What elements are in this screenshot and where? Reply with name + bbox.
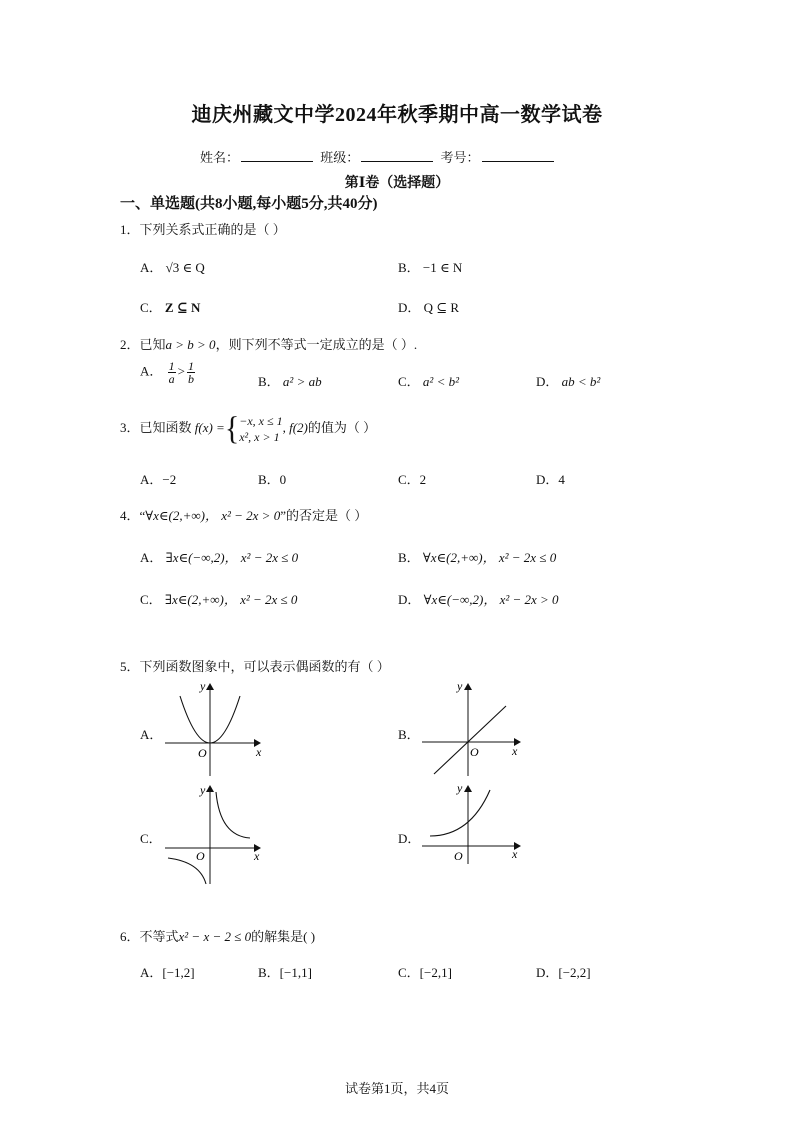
name-blank[interactable] [241,149,313,162]
origin-label: O [198,746,207,760]
option-letter: C． [398,374,420,389]
q3-function-name: f(x) = [194,420,225,436]
q2-option-d[interactable] [536,371,600,390]
q5-graph-b[interactable] [420,678,530,778]
q1-option-c[interactable] [140,297,200,316]
origin-label: O [470,745,479,759]
y-label: y [457,781,463,795]
option-letter: C． [140,300,162,315]
q4-stem-prefix: 4．“ [120,508,146,523]
q3-option-d[interactable]: D．4 [536,472,565,487]
student-info-line [200,147,558,166]
option-math: [−1,2] [162,965,195,980]
option-letter: B． [258,965,280,980]
option-math: √3 ∈ Q [165,260,205,275]
q2-stem-rest: ，则下列不等式一定成立的是（ ）. [215,337,418,352]
q4-option-a[interactable] [140,547,298,566]
fraction-1-over-a: $\frac{1}{a}$ [168,359,175,386]
case-1: −x, x ≤ 1 [239,414,283,428]
x-label: x [512,744,518,758]
q6-inequality: x² − x − 2 ≤ 0 [178,929,252,944]
q4-stem-rest: ”的否定是（ ） [280,508,368,523]
q1-option-b[interactable] [398,257,462,276]
y-label: y [200,783,206,797]
y-label: y [457,679,463,693]
q5-graph-c[interactable] [160,780,270,888]
option-math: ∀x∈(2,+∞)， x² − 2x ≤ 0 [422,550,557,565]
option-letter: A． [140,965,163,980]
origin-label: O [196,849,205,863]
option-letter: D． [398,592,421,607]
case-2: x², x > 1 [239,430,280,445]
q1-option-d[interactable] [398,297,459,316]
piecewise-cases [239,413,282,445]
option-letter: D． [398,300,421,315]
q2-option-b[interactable] [258,371,322,390]
option-math: a² < b² [422,374,459,389]
fraction-1-over-b: $\frac{1}{b}$ [187,359,194,386]
question-4-stem [120,505,367,524]
q2-option-c[interactable] [398,371,459,390]
q6-option-a[interactable] [140,962,195,981]
x-label: x [512,847,518,861]
q6-stem-prefix: 6．不等式 [120,929,179,944]
q4-option-d[interactable] [398,589,559,608]
cases-brace: { [224,410,240,447]
q3-option-c[interactable]: C．2 [398,472,427,487]
q6-option-b[interactable] [258,962,312,981]
q4-proposition: ∀x∈(2,+∞)， x² − 2x > 0 [145,508,281,523]
x-label: x [256,745,262,759]
section-heading: 一、单选题(共8小题,每小题5分,共40分) [120,196,378,212]
q6-option-c[interactable] [398,962,452,981]
q5-option-a[interactable]: A． [140,727,163,742]
option-math: [−2,2] [558,965,591,980]
option-letter: D． [536,965,559,980]
question-6-stem [120,926,315,945]
option-letter: D． [536,374,559,389]
q5-option-c[interactable]: C． [140,831,162,846]
q6-stem-rest: 的解集是( ) [251,929,316,944]
question-2-stem [120,334,417,353]
option-letter: A． [140,363,163,379]
page-footer: 试卷第1页，共4页 [344,1081,449,1096]
question-1-stem: 1．下列关系式正确的是（ ） [120,222,286,237]
option-math: ∃x∈(−∞,2)， x² − 2x ≤ 0 [165,550,299,565]
option-math: Q ⊆ R [423,300,460,315]
y-label: y [200,679,206,693]
option-math: ∃x∈(2,+∞)， x² − 2x ≤ 0 [164,592,298,607]
option-math: Z ⊆ N [164,300,201,315]
exam-title: 迪庆州藏文中学2024年秋季期中高一数学试卷 [191,104,603,126]
q3-eval: , f(2) [282,420,308,436]
name-label: 姓名： [200,150,240,165]
exam-no-blank[interactable] [482,149,554,162]
q5-graph-a[interactable] [160,678,270,778]
question-3-stem [120,410,377,447]
option-letter: A． [140,260,163,275]
q2-option-a[interactable] [140,360,197,385]
option-letter: C． [398,965,420,980]
q3-stem-rest: 的值为（ ） [307,420,377,436]
exponential-curve [430,790,490,836]
option-letter: B． [398,260,420,275]
option-math: ∀x∈(−∞,2)， x² − 2x > 0 [423,592,559,607]
question-5-stem: 5．下列函数图象中，可以表示偶函数的有（ ） [120,659,390,674]
option-math: −1 ∈ N [422,260,463,275]
q3-option-a[interactable]: A．−2 [140,472,177,487]
option-math: [−2,1] [419,965,452,980]
q2-stem-prefix: 2．已知 [120,337,166,352]
volume-heading: 第Ⅰ卷（选择题） [344,176,450,191]
option-letter: B． [258,374,280,389]
option-letter: A． [140,550,163,565]
class-label: 班级： [320,150,360,165]
q5-option-d[interactable]: D． [398,831,421,846]
option-math: ab < b² [561,374,601,389]
option-letter: C． [140,592,162,607]
option-letter: B． [398,550,420,565]
q2-condition: a > b > 0 [165,337,216,352]
q4-option-b[interactable] [398,547,556,566]
gt-sign: > [177,363,185,379]
exam-no-label: 考号： [440,150,480,165]
origin-label: O [454,849,463,863]
q1-option-a[interactable] [140,257,205,276]
q6-option-d[interactable] [536,962,591,981]
q5-graph-d[interactable] [420,780,530,866]
class-blank[interactable] [361,149,433,162]
hyperbola-branch-1 [216,792,250,838]
line-curve [434,706,506,774]
option-math: [−1,1] [279,965,312,980]
q5-option-b[interactable]: B． [398,727,420,742]
x-label: x [254,849,260,863]
q3-option-b[interactable]: B．0 [258,472,287,487]
option-math: a² > ab [282,374,322,389]
q3-stem-prefix: 3．已知函数 [120,420,192,436]
q4-option-c[interactable] [140,589,297,608]
